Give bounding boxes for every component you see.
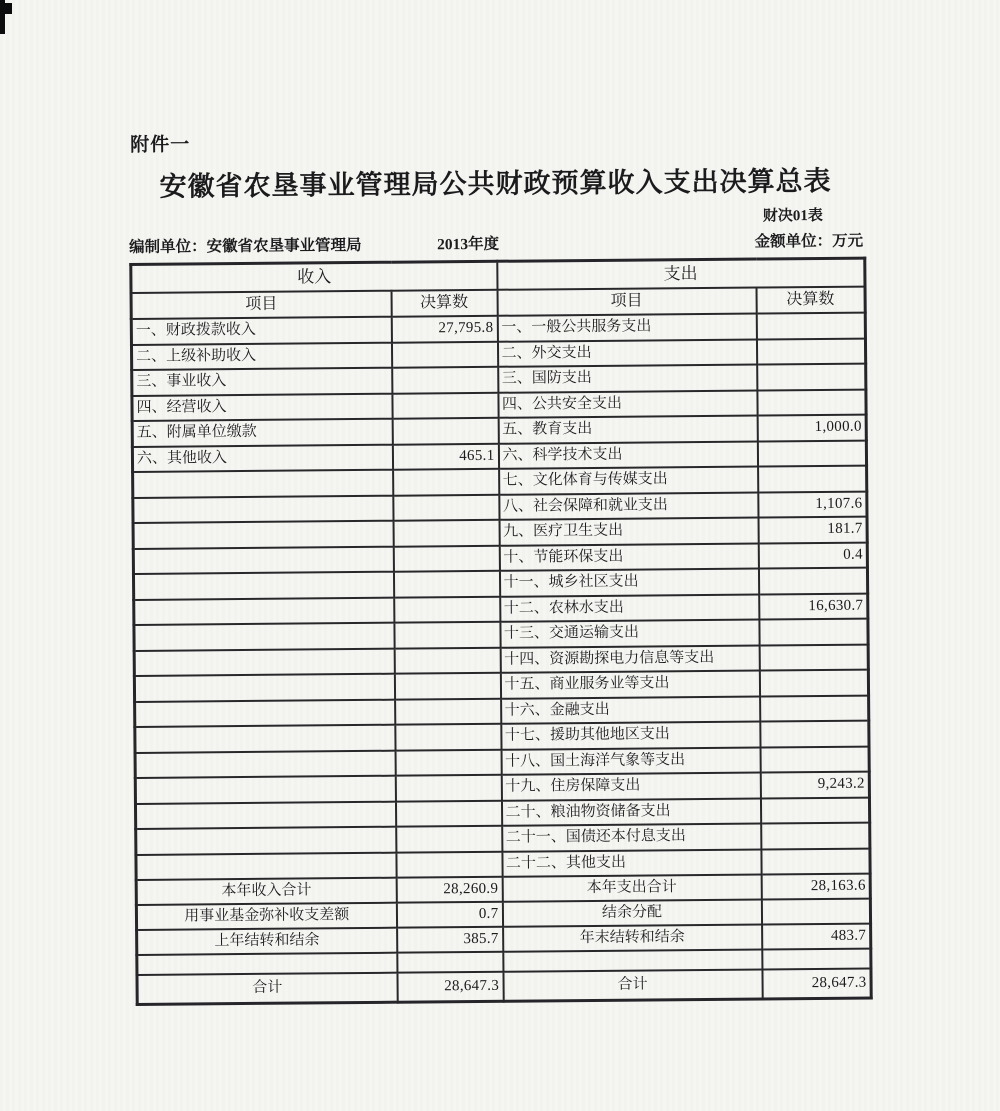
expense-amount-cell xyxy=(760,695,869,721)
income-amount-cell xyxy=(393,571,499,597)
income-item-cell xyxy=(135,699,395,727)
expense-item-cell: 十九、住房保障支出 xyxy=(501,773,760,801)
income-item-cell xyxy=(133,495,393,523)
income-item-cell: 合计 xyxy=(137,973,397,1005)
expense-amount-cell: 9,243.2 xyxy=(760,772,869,798)
expense-amount-cell: 181.7 xyxy=(758,517,867,543)
expense-item-column-header: 项目 xyxy=(497,288,756,316)
income-amount-cell xyxy=(393,545,499,571)
expense-amount-cell xyxy=(760,797,869,823)
expense-amount-cell xyxy=(760,721,869,747)
expense-item-cell: 五、教育支出 xyxy=(498,416,757,444)
expense-item-cell: 二、外交支出 xyxy=(497,339,756,367)
income-item-cell: 本年收入合计 xyxy=(136,878,396,905)
expense-item-cell: 本年支出合计 xyxy=(502,875,761,902)
income-item-cell: 六、其他收入 xyxy=(132,444,392,472)
expense-item-cell: 十八、国土海洋气象等支出 xyxy=(501,747,760,775)
income-amount-cell xyxy=(391,341,497,367)
expense-amount-cell: 16,630.7 xyxy=(759,593,868,619)
income-amount-cell xyxy=(392,367,498,393)
expense-amount-column-header: 决算数 xyxy=(756,287,865,314)
expense-item-cell: 十七、援助其他地区支出 xyxy=(501,722,760,750)
income-item-cell xyxy=(134,623,394,651)
income-amount-cell xyxy=(395,775,501,801)
expense-amount-cell xyxy=(761,848,870,874)
amount-unit-label: 金额单位：万元 xyxy=(754,232,864,251)
income-item-cell: 四、经营收入 xyxy=(132,393,392,421)
income-item-cell xyxy=(133,572,393,600)
expense-item-cell: 结余分配 xyxy=(502,900,761,927)
expense-amount-cell: 28,163.6 xyxy=(761,874,870,900)
income-item-cell xyxy=(136,852,396,880)
income-amount-cell xyxy=(394,622,500,648)
income-item-cell: 二、上级补助收入 xyxy=(131,342,391,370)
expense-item-cell: 十一、城乡社区支出 xyxy=(499,569,758,597)
income-amount-cell xyxy=(393,469,499,495)
income-item-cell xyxy=(137,953,397,975)
expense-amount-cell: 28,647.3 xyxy=(762,969,871,999)
expense-item-cell: 六、科学技术支出 xyxy=(498,441,757,469)
income-amount-cell xyxy=(394,596,500,622)
income-section-header: 收入 xyxy=(131,261,497,293)
expense-section-header: 支出 xyxy=(497,258,865,290)
expense-item-cell: 十三、交通运输支出 xyxy=(500,620,759,648)
table-code-label: 财决01表 xyxy=(762,207,823,225)
income-item-cell xyxy=(133,546,393,574)
expense-item-cell: 八、社会保障和就业支出 xyxy=(499,492,758,520)
fiscal-year-label: 2013年度 xyxy=(437,235,500,254)
expense-amount-cell: 1,000.0 xyxy=(757,415,866,441)
table-row xyxy=(137,969,871,1005)
income-amount-cell xyxy=(397,952,503,973)
expense-item-cell: 十四、资源勘探电力信息等支出 xyxy=(500,645,759,673)
expense-item-cell: 二十二、其他支出 xyxy=(502,849,761,877)
expense-item-cell: 合计 xyxy=(503,970,762,1002)
expense-item-cell: 十二、农林水支出 xyxy=(500,594,759,622)
expense-item-cell: 九、医疗卫生支出 xyxy=(499,518,758,546)
expense-item-cell: 一、一般公共服务支出 xyxy=(497,314,756,342)
income-amount-cell: 385.7 xyxy=(397,927,503,953)
expense-amount-cell: 1,107.6 xyxy=(758,491,867,517)
expense-item-cell: 三、国防支出 xyxy=(498,365,757,393)
expense-item-cell: 十五、商业服务业等支出 xyxy=(500,671,759,699)
expense-amount-cell xyxy=(760,746,869,772)
expense-amount-cell xyxy=(761,899,870,925)
income-item-cell: 五、附属单位缴款 xyxy=(132,419,392,447)
income-item-cell xyxy=(133,521,393,549)
expense-item-cell: 七、文化体育与传媒支出 xyxy=(499,467,758,495)
income-item-cell: 一、财政拨款收入 xyxy=(131,317,391,345)
income-item-cell xyxy=(134,648,394,676)
income-amount-cell: 27,795.8 xyxy=(391,316,497,342)
expense-item-cell: 四、公共安全支出 xyxy=(498,390,757,418)
expense-amount-cell xyxy=(759,644,868,670)
income-amount-cell xyxy=(396,851,502,877)
income-item-cell xyxy=(135,750,395,778)
attachment-label: 附件一 xyxy=(130,134,191,156)
income-item-cell: 上年结转和结余 xyxy=(137,928,397,955)
expense-amount-cell xyxy=(756,338,865,364)
income-item-cell xyxy=(133,470,393,498)
income-item-cell xyxy=(136,827,396,855)
income-amount-cell xyxy=(395,724,501,750)
income-amount-column-header: 决算数 xyxy=(391,290,497,317)
expense-amount-cell: 0.4 xyxy=(758,542,867,568)
expense-amount-cell: 483.7 xyxy=(762,924,871,950)
income-amount-cell: 0.7 xyxy=(396,902,502,928)
expense-amount-cell xyxy=(762,949,871,970)
income-amount-cell xyxy=(396,826,502,852)
income-amount-cell: 28,260.9 xyxy=(396,877,502,903)
scan-artifact-mark xyxy=(0,0,5,34)
income-item-cell xyxy=(135,776,395,804)
expense-item-cell xyxy=(503,950,762,972)
income-amount-cell xyxy=(392,418,498,444)
income-amount-cell: 465.1 xyxy=(392,443,498,469)
expense-amount-cell xyxy=(761,823,870,849)
income-item-cell: 用事业基金弥补收支差额 xyxy=(136,903,396,930)
expense-amount-cell xyxy=(759,619,868,645)
page-title: 安徽省农垦事业管理局公共财政预算收入支出决算总表 xyxy=(159,165,832,202)
expense-amount-cell xyxy=(758,466,867,492)
income-item-cell xyxy=(134,597,394,625)
expense-item-cell: 二十一、国债还本付息支出 xyxy=(502,824,761,852)
expense-amount-cell xyxy=(759,670,868,696)
income-amount-cell xyxy=(392,392,498,418)
expense-item-cell: 年末结转和结余 xyxy=(503,925,762,952)
income-amount-cell xyxy=(394,673,500,699)
income-item-cell xyxy=(135,801,395,829)
income-item-cell: 三、事业收入 xyxy=(132,368,392,396)
income-amount-cell xyxy=(395,749,501,775)
income-item-cell xyxy=(134,674,394,702)
income-item-cell xyxy=(135,725,395,753)
table-body xyxy=(131,313,871,1005)
document-sheet xyxy=(128,112,870,1006)
expense-amount-cell xyxy=(757,364,866,390)
income-amount-cell xyxy=(393,520,499,546)
expense-item-cell: 十、节能环保支出 xyxy=(499,543,758,571)
budget-summary-table xyxy=(129,257,872,1006)
income-amount-cell xyxy=(395,800,501,826)
income-amount-cell xyxy=(395,698,501,724)
income-amount-cell xyxy=(393,494,499,520)
expense-amount-cell xyxy=(757,440,866,466)
expense-amount-cell xyxy=(758,568,867,594)
expense-item-cell: 十六、金融支出 xyxy=(501,696,760,724)
income-item-column-header: 项目 xyxy=(131,291,391,319)
expense-item-cell: 二十、粮油物资储备支出 xyxy=(501,798,760,826)
income-amount-cell xyxy=(394,647,500,673)
expense-amount-cell xyxy=(757,389,866,415)
income-amount-cell: 28,647.3 xyxy=(397,972,503,1002)
meta-line xyxy=(129,229,863,259)
expense-amount-cell xyxy=(756,313,865,339)
compiler-label: 编制单位：安徽省农垦事业管理局 xyxy=(129,236,362,256)
